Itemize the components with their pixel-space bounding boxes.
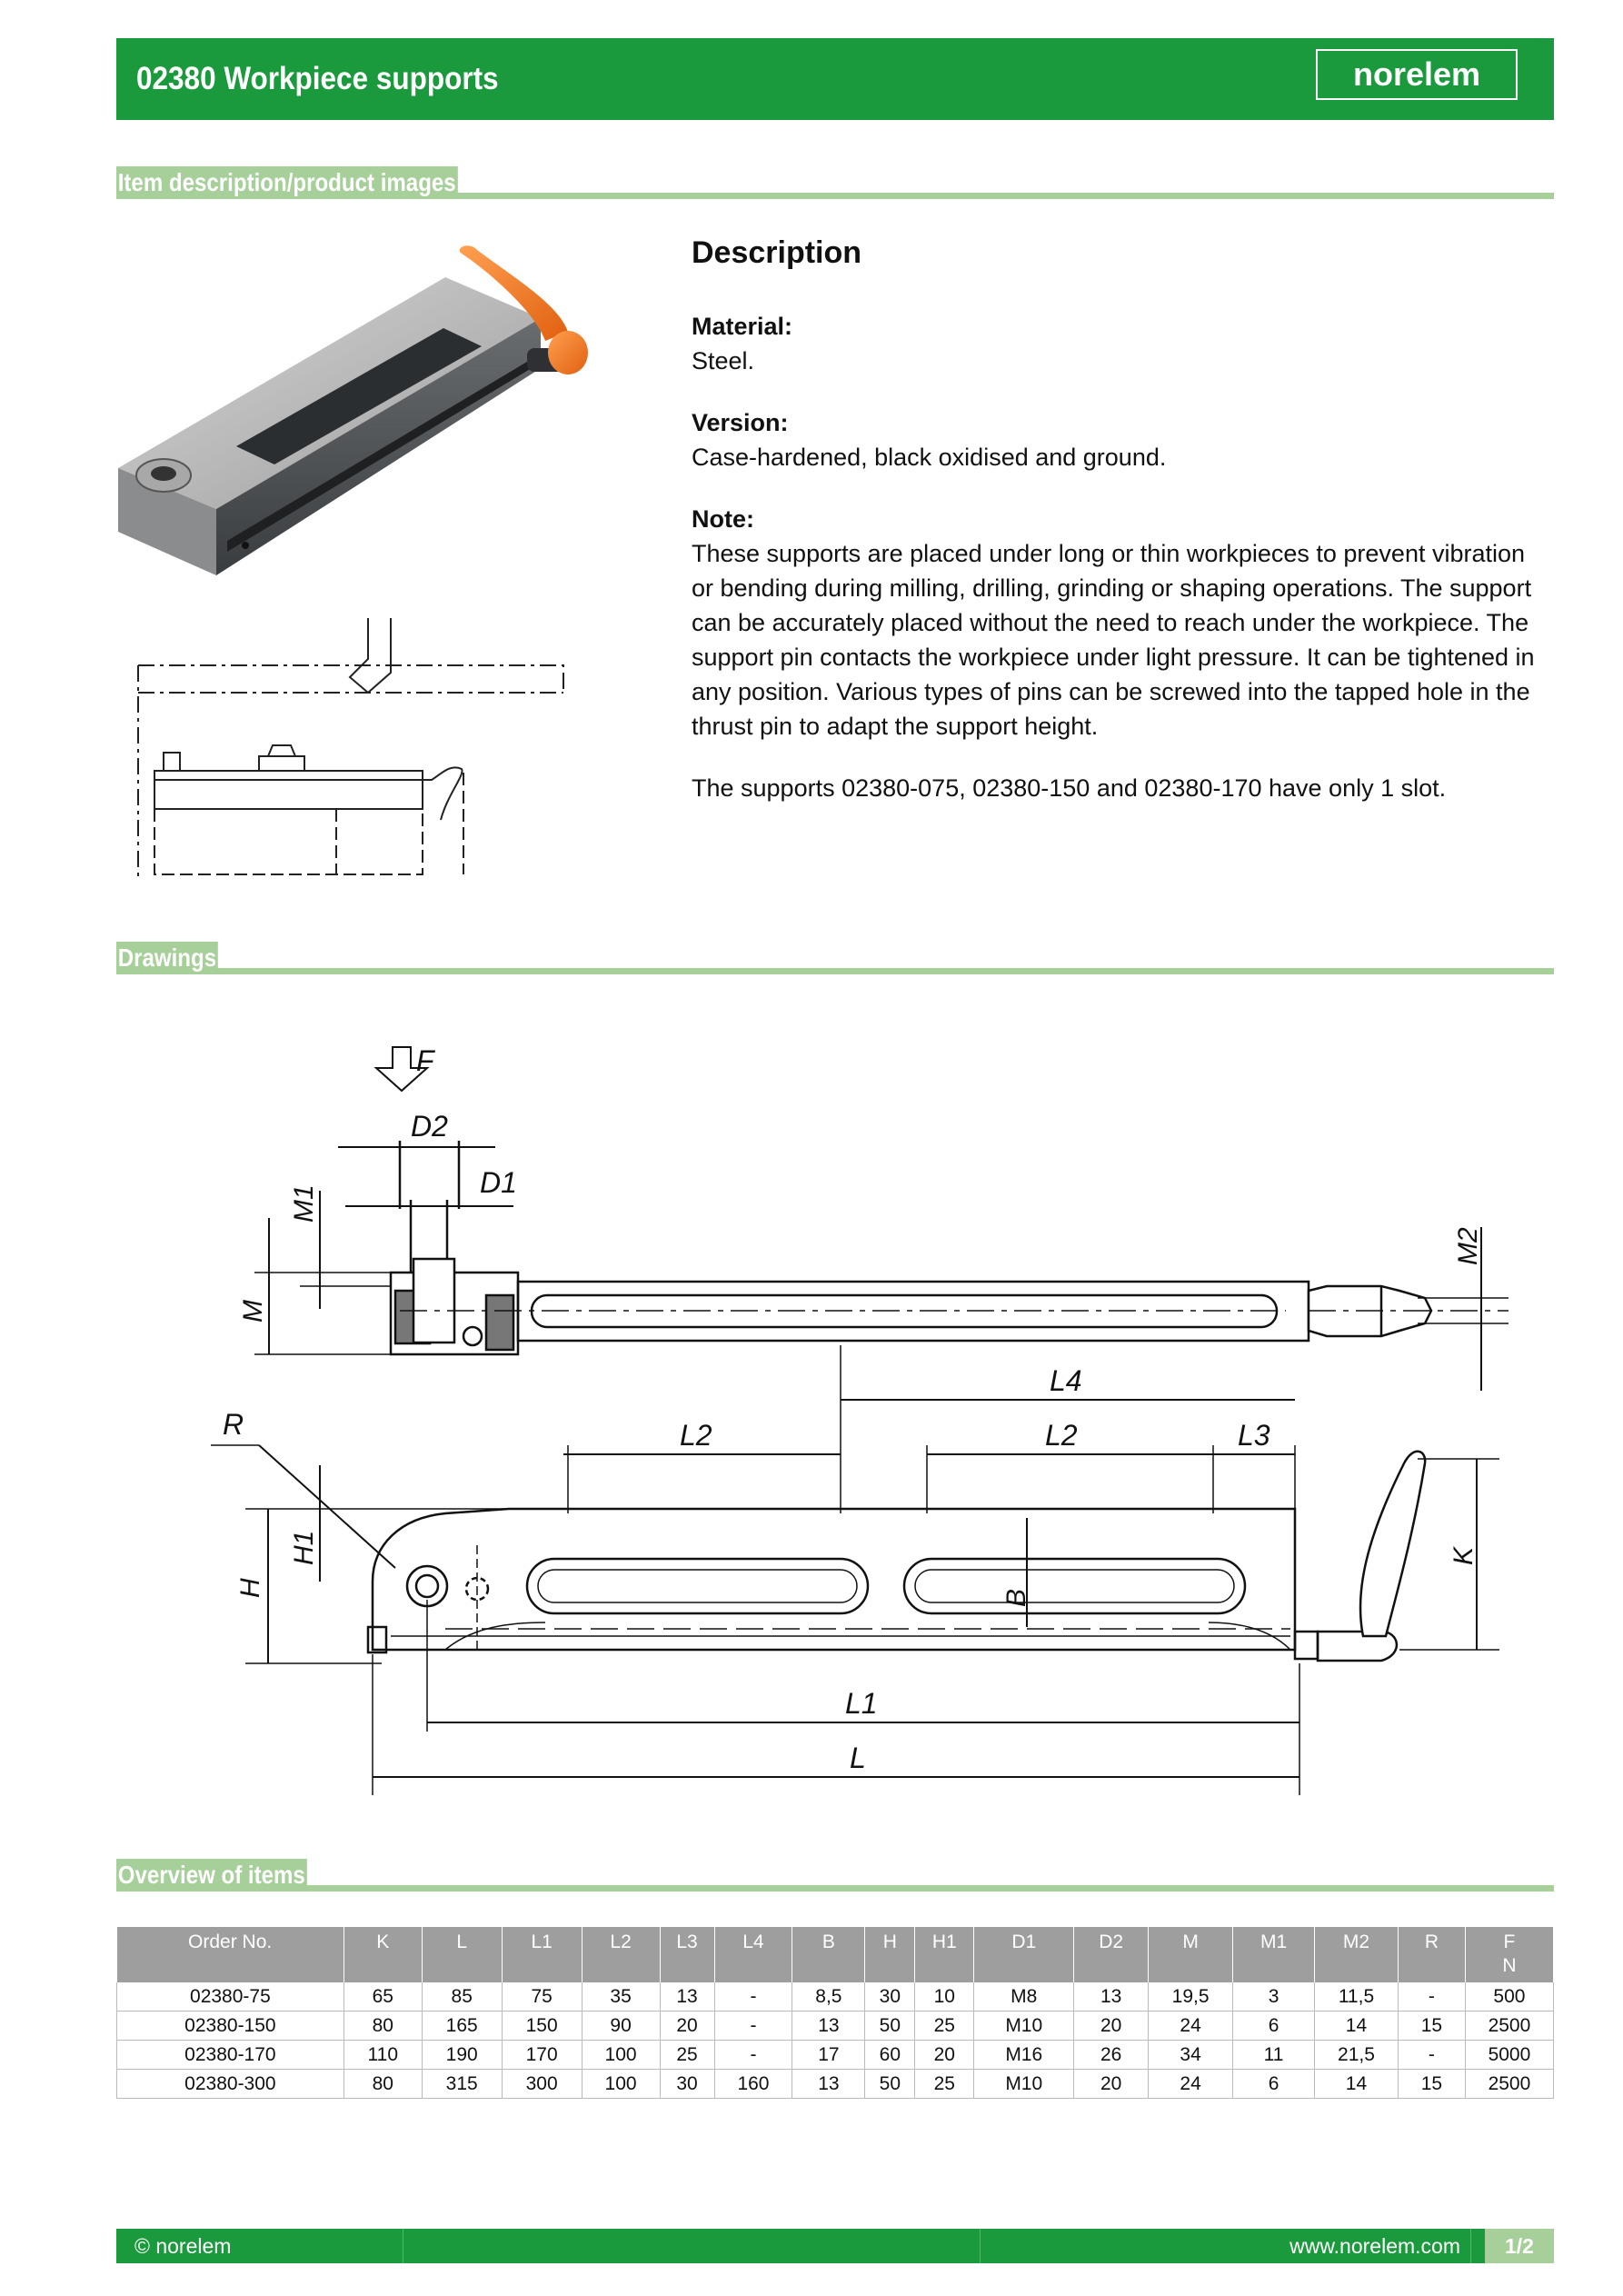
cell: 5000 — [1465, 2041, 1553, 2070]
label-L4: L4 — [1050, 1364, 1082, 1397]
label-D2: D2 — [411, 1110, 448, 1143]
cell: M10 — [974, 2011, 1074, 2041]
cell: 24 — [1149, 2011, 1233, 2041]
cell: 2500 — [1465, 2070, 1553, 2099]
label-M: M — [238, 1300, 268, 1323]
cell: - — [714, 2011, 792, 2041]
product-photo — [109, 232, 600, 586]
cell: - — [714, 1982, 792, 2011]
header-h1: H1 — [915, 1927, 974, 1982]
cell: 165 — [422, 2011, 502, 2041]
description-block — [692, 231, 1546, 833]
cell: 85 — [422, 1982, 502, 2011]
table-row — [117, 1982, 1554, 2011]
cell: 25 — [915, 2070, 974, 2099]
slot-note: The supports 02380-075, 02380-150 and 02380-170 have only 1 slot. — [692, 774, 1447, 802]
header-l2: L2 — [582, 1927, 660, 1982]
cell: 10 — [915, 1982, 974, 2011]
header-f-unit: N — [1502, 1955, 1517, 1976]
cell: 100 — [582, 2070, 660, 2099]
label-L3: L3 — [1238, 1419, 1270, 1452]
label-B: B — [1001, 1588, 1031, 1607]
version-text: Case-hardened, black oxidised and ground. — [692, 444, 1167, 471]
cell: 24 — [1149, 2070, 1233, 2099]
cell: M16 — [974, 2041, 1074, 2070]
label-R: R — [223, 1408, 244, 1441]
label-M2: M2 — [1453, 1227, 1483, 1265]
cell: 100 — [582, 2041, 660, 2070]
cell: 110 — [344, 2041, 422, 2070]
cell: 20 — [660, 2011, 714, 2041]
cell: 14 — [1315, 2011, 1399, 2041]
header-f: F N — [1465, 1927, 1553, 1982]
note-label: Note: — [692, 505, 754, 533]
cell: 11 — [1233, 2041, 1315, 2070]
table-row — [117, 2070, 1554, 2099]
label-H: H — [235, 1578, 265, 1598]
label-K: K — [1449, 1546, 1479, 1565]
cell-order-no: 02380-150 — [117, 2011, 344, 2041]
cell: 13 — [792, 2070, 865, 2099]
header-l1: L1 — [502, 1927, 582, 1982]
header-m: M — [1149, 1927, 1233, 1982]
page-header — [116, 38, 1554, 120]
cell: 13 — [792, 2011, 865, 2041]
footer-divider — [1470, 2229, 1471, 2263]
cell: M10 — [974, 2070, 1074, 2099]
norelem-logo — [1316, 49, 1518, 100]
application-sketch — [127, 609, 582, 882]
table-header-row — [117, 1927, 1554, 1982]
material-label: Material: — [692, 313, 793, 340]
section-drawings — [116, 942, 1554, 974]
label-L1: L1 — [845, 1687, 878, 1720]
cell: 25 — [660, 2041, 714, 2070]
cell: 80 — [344, 2070, 422, 2099]
cell-order-no: 02380-300 — [117, 2070, 344, 2099]
header-h: H — [865, 1927, 915, 1982]
header-k: K — [344, 1927, 422, 1982]
page-title: 02380 Workpiece supports — [136, 61, 499, 96]
material-text: Steel. — [692, 347, 755, 374]
cell: 65 — [344, 1982, 422, 2011]
header-b: B — [792, 1927, 865, 1982]
section-item-description — [116, 166, 1554, 199]
cell: 315 — [422, 2070, 502, 2099]
section-rule — [116, 1885, 1554, 1892]
cell: 190 — [422, 2041, 502, 2070]
header-r: R — [1398, 1927, 1465, 1982]
label-M1: M1 — [289, 1184, 319, 1223]
label-H1: H1 — [289, 1530, 319, 1565]
description-heading: Description — [692, 235, 862, 270]
table-row — [117, 2011, 1554, 2041]
cell: 500 — [1465, 1982, 1553, 2011]
cell: 150 — [502, 2011, 582, 2041]
cell: 17 — [792, 2041, 865, 2070]
cell: 35 — [582, 1982, 660, 2011]
cell: 14 — [1315, 2070, 1399, 2099]
cell: 6 — [1233, 2011, 1315, 2041]
cell: 13 — [1074, 1982, 1149, 2011]
label-L2-left: L2 — [680, 1419, 712, 1452]
version-label: Version: — [692, 409, 789, 436]
section-overview — [116, 1859, 1554, 1892]
note-text: These supports are placed under long or thin workpieces to prevent vibration or bending during milling, drilling, grinding or shaping operations. The support can be accurately placed without the need to reach under the workpiece. The support pin contacts the workpiece under light pressure. It can be tightened in any position. Various types of pins can be screwed into the tapped hole in the thrust pin to adapt the support height. — [692, 540, 1535, 740]
overview-table — [116, 1927, 1554, 2099]
cell-order-no: 02380-75 — [117, 1982, 344, 2011]
label-L2-right: L2 — [1045, 1419, 1078, 1452]
header-d1: D1 — [974, 1927, 1074, 1982]
cell: M8 — [974, 1982, 1074, 2011]
section-title: Drawings — [116, 942, 218, 974]
footer-website-link[interactable]: www.norelem.com — [1289, 2234, 1460, 2258]
cell: 15 — [1398, 2011, 1465, 2041]
header-m2: M2 — [1315, 1927, 1399, 1982]
cell: 34 — [1149, 2041, 1233, 2070]
cell: 25 — [915, 2011, 974, 2041]
cell: 50 — [865, 2070, 915, 2099]
cell: 300 — [502, 2070, 582, 2099]
cell: 90 — [582, 2011, 660, 2041]
technical-drawing — [0, 1000, 1623, 1818]
cell: 20 — [1074, 2011, 1149, 2041]
cell: 26 — [1074, 2041, 1149, 2070]
cell: 11,5 — [1315, 1982, 1399, 2011]
header-l3: L3 — [660, 1927, 714, 1982]
cell: 13 — [660, 1982, 714, 2011]
cell: 30 — [865, 1982, 915, 2011]
cell: 20 — [1074, 2070, 1149, 2099]
cell: 15 — [1398, 2070, 1465, 2099]
page-number: 1/2 — [1485, 2229, 1554, 2263]
header-d2: D2 — [1074, 1927, 1149, 1982]
table-row — [117, 2041, 1554, 2070]
page-footer — [116, 2229, 1554, 2263]
cell: 6 — [1233, 2070, 1315, 2099]
cell: 160 — [714, 2070, 792, 2099]
cell: 60 — [865, 2041, 915, 2070]
cell: 19,5 — [1149, 1982, 1233, 2011]
cell: - — [1398, 2041, 1465, 2070]
header-l4: L4 — [714, 1927, 792, 1982]
section-title: Overview of items — [116, 1859, 307, 1892]
cell: 75 — [502, 1982, 582, 2011]
cell: 20 — [915, 2041, 974, 2070]
footer-copyright: © norelem — [134, 2234, 232, 2258]
label-D1: D1 — [480, 1166, 517, 1199]
header-order-no: Order No. — [117, 1927, 344, 1982]
footer-divider — [980, 2229, 981, 2263]
logo-text: norelem — [1352, 55, 1481, 93]
section-rule — [116, 968, 1554, 974]
cell: - — [714, 2041, 792, 2070]
cell-order-no: 02380-170 — [117, 2041, 344, 2070]
header-m1: M1 — [1233, 1927, 1315, 1982]
cell: 50 — [865, 2011, 915, 2041]
cell: - — [1398, 1982, 1465, 2011]
cell: 3 — [1233, 1982, 1315, 2011]
cell: 30 — [660, 2070, 714, 2099]
label-F: F — [416, 1044, 434, 1077]
cell: 2500 — [1465, 2011, 1553, 2041]
section-title: Item description/product images — [116, 166, 457, 199]
label-L: L — [850, 1742, 866, 1774]
header-l: L — [422, 1927, 502, 1982]
cell: 21,5 — [1315, 2041, 1399, 2070]
cell: 170 — [502, 2041, 582, 2070]
cell: 8,5 — [792, 1982, 865, 2011]
cell: 80 — [344, 2011, 422, 2041]
